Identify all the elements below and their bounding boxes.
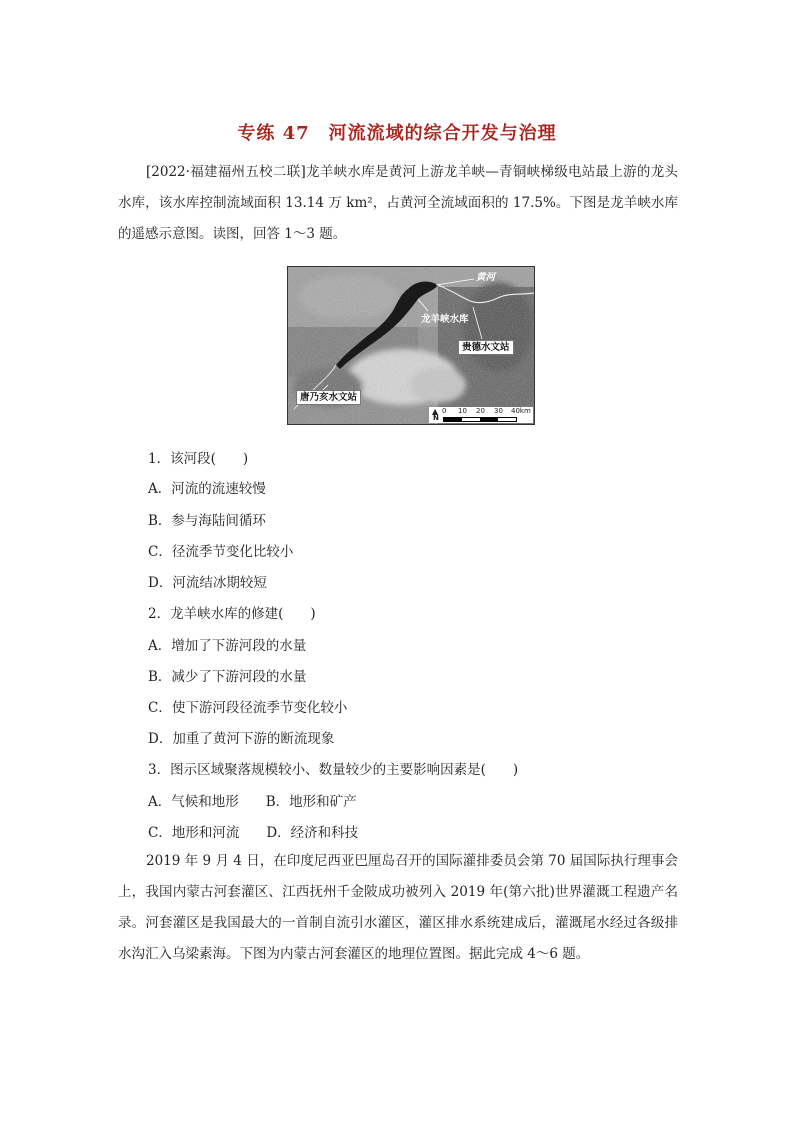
scale-tick-20: 20 <box>476 407 485 415</box>
q3-options-ab: A．气候和地形 B．地形和矿产 <box>148 794 357 810</box>
q1-option-c: C．径流季节变化比较小 <box>148 544 294 560</box>
intro-paragraph-1 <box>118 157 678 250</box>
label-tangnaihai-station: 唐乃亥水文站 <box>296 390 361 405</box>
q1-option-b: B．参与海陆间循环 <box>148 513 266 529</box>
scale-tick-30: 30 <box>494 407 503 415</box>
label-huanghe: 黄河 <box>476 272 496 283</box>
q1-option-a: A．河流的流速较慢 <box>148 481 266 497</box>
question-2: 2．龙羊峡水库的修建( ) <box>148 606 316 622</box>
label-guide-station: 贵德水文站 <box>458 340 514 355</box>
q2-option-d: D．加重了黄河下游的断流现象 <box>148 731 335 747</box>
q1-option-d: D．河流结冰期较短 <box>148 575 267 591</box>
intro-paragraph-2 <box>118 846 678 970</box>
scale-tick-40km: 40km <box>511 407 531 415</box>
scale-tick-0: 0 <box>442 407 447 415</box>
remote-sensing-map <box>287 266 535 425</box>
label-reservoir: 龙羊峡水库 <box>421 314 469 325</box>
scale-bar-line <box>443 417 517 422</box>
q2-option-b: B．减少了下游河段的水量 <box>148 669 307 685</box>
intro-text-2: 2019 年 9 月 4 日，在印度尼西亚巴厘岛召开的国际灌排委员会第 70 届国际执行理事会上，我国内蒙古河套灌区、江西抚州千金陂成功被列入 2019 年(第六批)世界灌溉工程遗产名录。河套灌区是我国最大的一首制自流引水灌区，灌区排水系统建成后，灌溉尾水经过各级排水沟汇入乌梁素海。下图为内蒙古河套灌区的地理位置图。据此完成 4～6 题。 <box>118 853 678 962</box>
page-title: 专练 47 河流流域的综合开发与治理 <box>237 123 557 144</box>
intro-text-1: [2022·福建福州五校二联]龙羊峡水库是黄河上游龙羊峡—青铜峡梯级电站最上游的龙头水库，该水库控制流域面积 13.14 万 km²，占黄河全流域面积的 17.5%。下图是龙羊峡水库的遥感示意图。读图，回答 1～3 题。 <box>118 164 678 242</box>
north-label: N <box>433 414 439 422</box>
q3-options-cd: C．地形和河流 D．经济和科技 <box>148 825 359 841</box>
question-3: 3．图示区域聚落规模较小、数量较少的主要影响因素是( ) <box>148 762 519 778</box>
q2-option-c: C．使下游河段径流季节变化较小 <box>148 700 348 716</box>
q2-option-a: A．增加了下游河段的水量 <box>148 638 307 654</box>
north-arrow-icon: ▲ <box>432 407 439 416</box>
scale-tick-10: 10 <box>458 407 467 415</box>
question-1: 1．该河段( ) <box>148 451 249 467</box>
map-scalebar <box>429 407 533 423</box>
